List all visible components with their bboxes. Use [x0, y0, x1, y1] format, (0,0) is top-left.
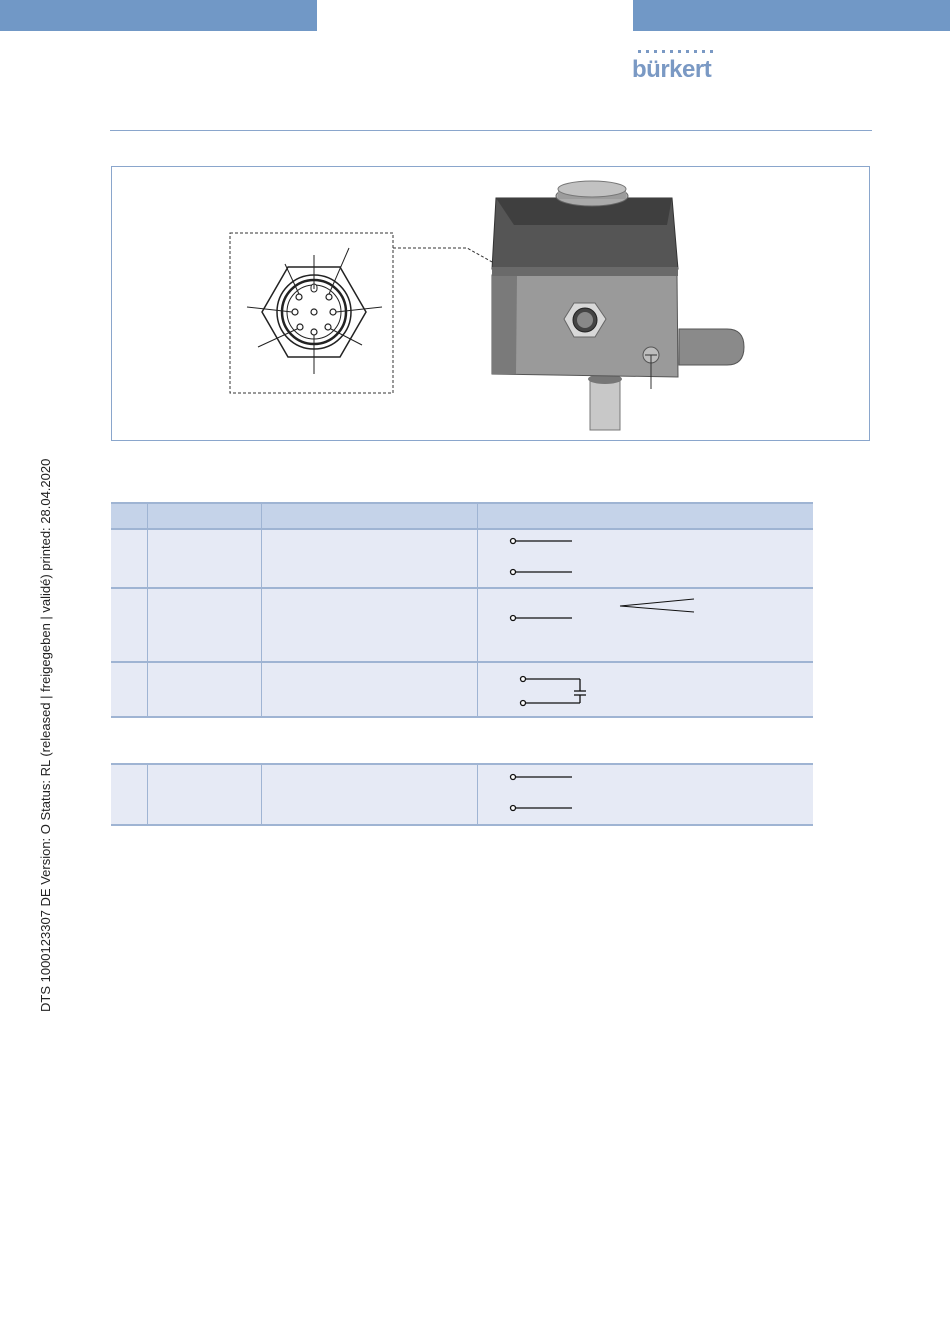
capacitor-contact-icon: [516, 670, 596, 710]
device-figure: [112, 167, 869, 440]
pin-assignment-table: [111, 502, 813, 718]
position-sensor-housing-icon: [492, 181, 744, 430]
logo-text: bürkert: [632, 56, 712, 83]
document-status-note: DTS 1000123307 DE Version: O Status: RL (released | freigegeben | validé) printed: 28.04.2020: [38, 458, 53, 1012]
header-bar-left: [0, 0, 317, 31]
ground-assignment-table: [111, 763, 813, 826]
two-contact-lines-icon: [506, 534, 576, 579]
table-header-row: [111, 504, 813, 530]
m12-8-pin-connector-icon: [247, 248, 382, 374]
two-contact-lines-icon: [506, 770, 576, 815]
header-rule: [110, 130, 872, 131]
header-bar-right: [633, 0, 950, 31]
contact-with-wedge-icon: [506, 596, 706, 626]
figure-frame: [111, 166, 870, 441]
burkert-logo: [632, 50, 724, 82]
